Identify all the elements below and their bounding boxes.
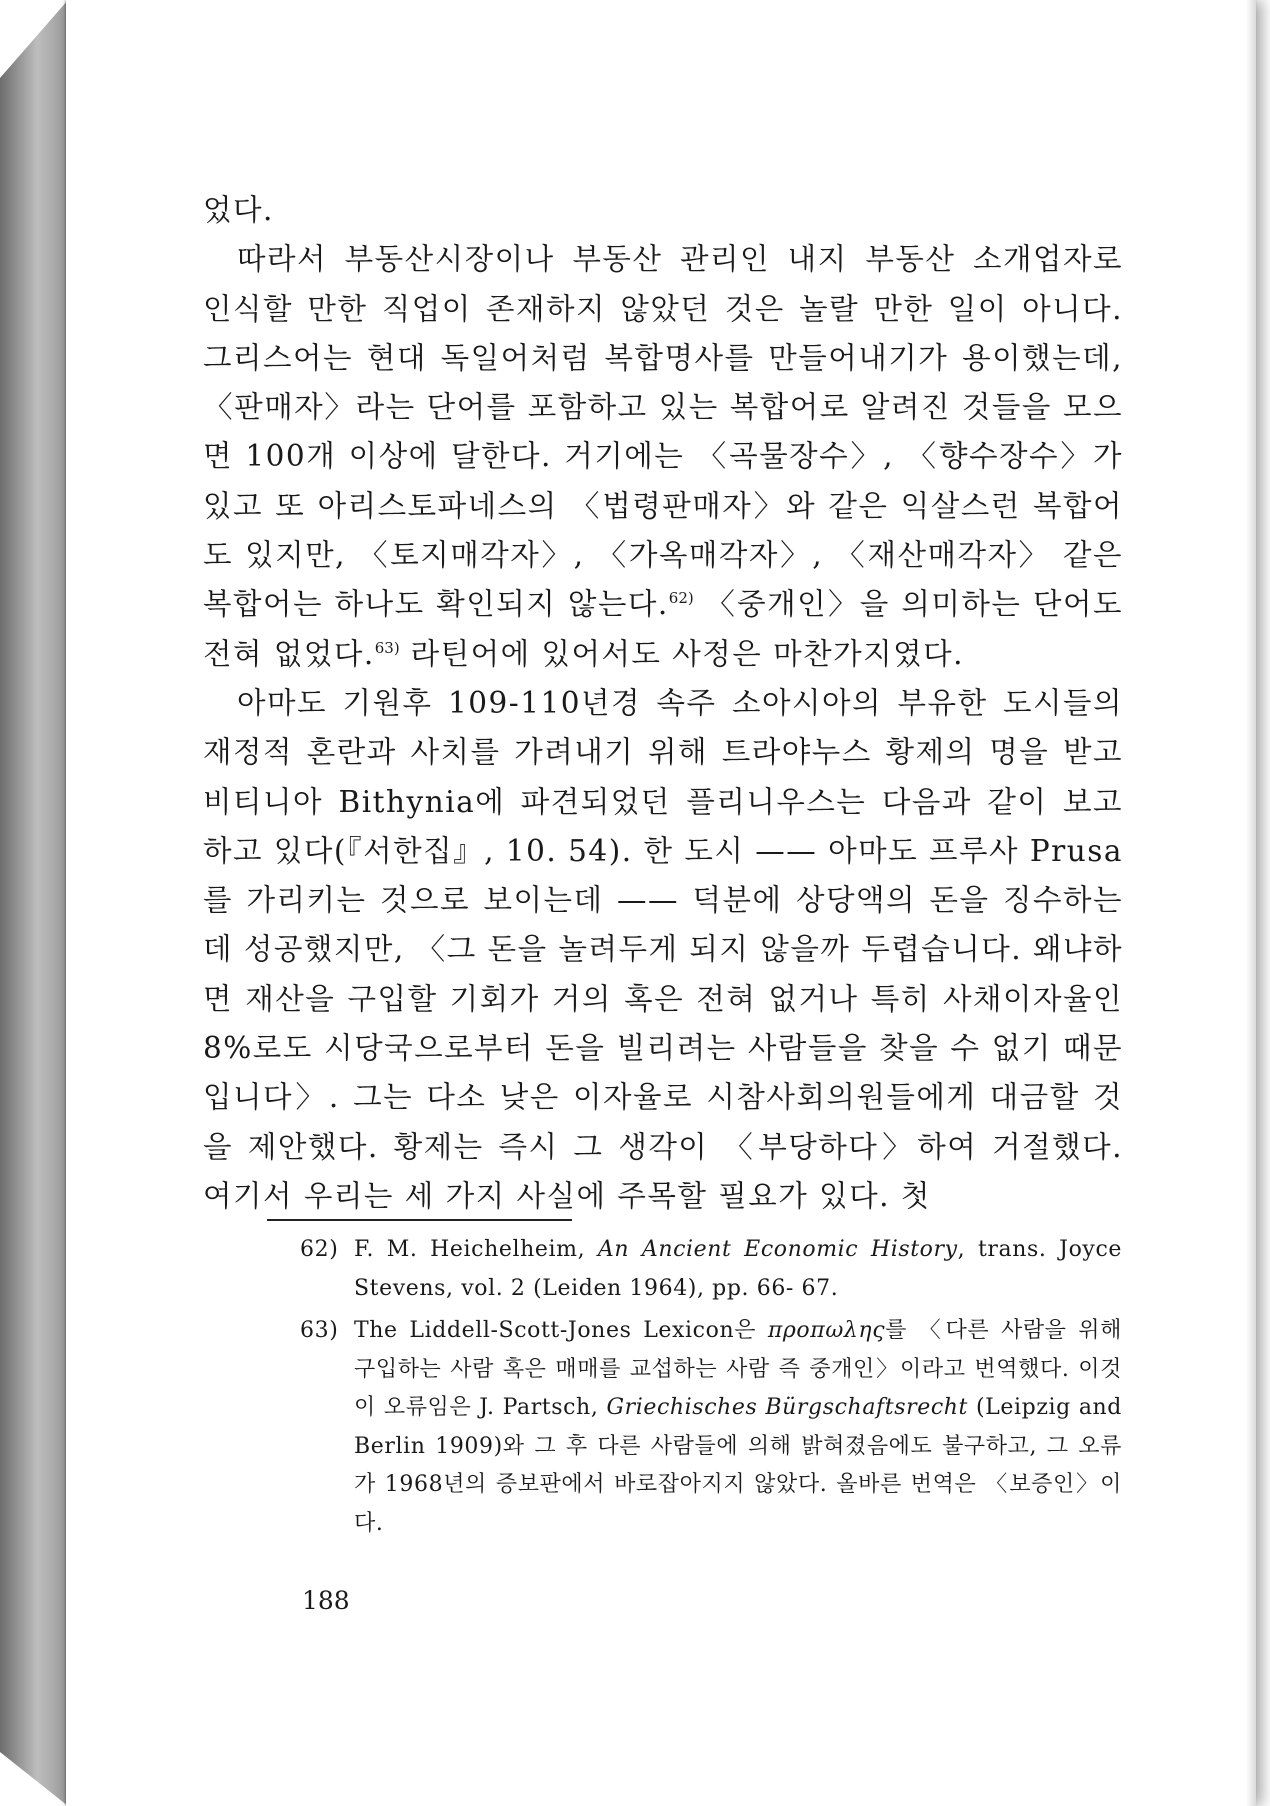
footnote-63-text-b: 를 〈다른 사람을 위해 구입하는 사람 혹은 매매를 교섭하는 사람 즉 중개인〉이라고 번역했다. 이것이 오류임은 J. Partsch, <box>354 1318 1122 1420</box>
footnote-63-text-a: The Liddell-Scott-Jones Lexicon은 <box>354 1318 768 1343</box>
footnote-62-rest: , trans. Joyce Stevens, vol. 2 (Leiden 1964), pp. 66- 67. <box>354 1237 1123 1301</box>
footnote-63-text-c: (Leipzig and Berlin 1909)와 그 후 다른 사람들에 의해 밝혀졌음에도 불구하고, 그 오류가 1968년의 증보판에서 바로잡아지지 않았다. 올바른 번역은 〈보증인〉이다. <box>354 1395 1122 1536</box>
paragraph-2-text-a: 따라서 부동산시장이나 부동산 관리인 내지 부동산 소개업자로 인식할 만한 직업이 존재하지 않았던 것은 놀랄 만한 일이 아니다. 그리스어는 현대 독일어처럼 복합명사를 만들어내기가 용이했는데, 〈판매자〉라는 단어를 포함하고 있는 복합어로 알려진 것들을 모으면 100개 이상에 달한다. 거기에는 〈곡물장수〉, 〈향수장수〉가 있고 또 아리스토파네스의 〈법령판매자〉와 같은 익살스런 복합어도 있지만, 〈토지매각자〉, 〈가옥매각자〉, 〈재산매각자〉 같은 복합어는 하나도 확인되지 않는다. <box>203 242 1123 622</box>
footnote-63-greek: προπωλης <box>767 1318 886 1343</box>
footnote-62 <box>300 1231 1122 1308</box>
footnote-divider <box>267 1219 572 1221</box>
footnote-63-title: Griechisches Bürgschaftsrecht <box>606 1395 968 1420</box>
paragraph-2-text-c: 라틴어에 있어서도 사정은 마찬가지였다. <box>399 636 965 671</box>
footnote-ref-63[interactable]: 63) <box>374 638 400 657</box>
footnote-62-title: An Ancient Economic History <box>597 1237 958 1262</box>
paragraph-3: 아마도 기원후 109-110년경 속주 소아시아의 부유한 도시들의 재정적 혼란과 사치를 가려내기 위해 트라야누스 황제의 명을 받고 비티니아 Bithynia에 파견되었던 플리니우스는 다음과 같이 보고하고 있다(『서한집』, 10. 54). 한 도시 —— 아마도 프루사 Prusa를 가리키는 것으로 보이는데 —— 덕분에 상당액의 돈을 징수하는데 성공했지만, 〈그 돈을 놀려두게 되지 않을까 두렵습니다. 왜냐하면 재산을 구입할 기회가 거의 혹은 전혀 없거나 특히 사채이자율인 8%로도 시당국으로부터 돈을 빌리려는 사람들을 찾을 수 없기 때문입니다〉. 그는 다소 낮은 이자율로 시참사회의원들에게 대금할 것을 제안했다. 황제는 즉시 그 생각이 〈부당하다〉하여 거절했다. 여기서 우리는 세 가지 사실에 주목할 필요가 있다. 첫 <box>203 685 1123 1213</box>
paragraph-2 <box>203 235 1123 679</box>
footnote-number: 62) <box>300 1237 339 1262</box>
footnote-ref-62[interactable]: 62) <box>668 589 694 608</box>
paragraph-2-text-b: 〈중개인〉을 의미하는 단어도 전혀 없었다. <box>203 587 1123 671</box>
paragraph-continuation: 었다. <box>203 193 274 227</box>
footnote-63 <box>300 1312 1122 1543</box>
footnotes <box>300 1231 1122 1547</box>
page-number: 188 <box>302 1586 350 1615</box>
page-edge <box>1246 0 1256 1806</box>
footnote-number: 63) <box>300 1318 339 1343</box>
footnote-62-author: F. M. Heichelheim, <box>354 1237 598 1262</box>
main-text <box>203 186 1123 1221</box>
